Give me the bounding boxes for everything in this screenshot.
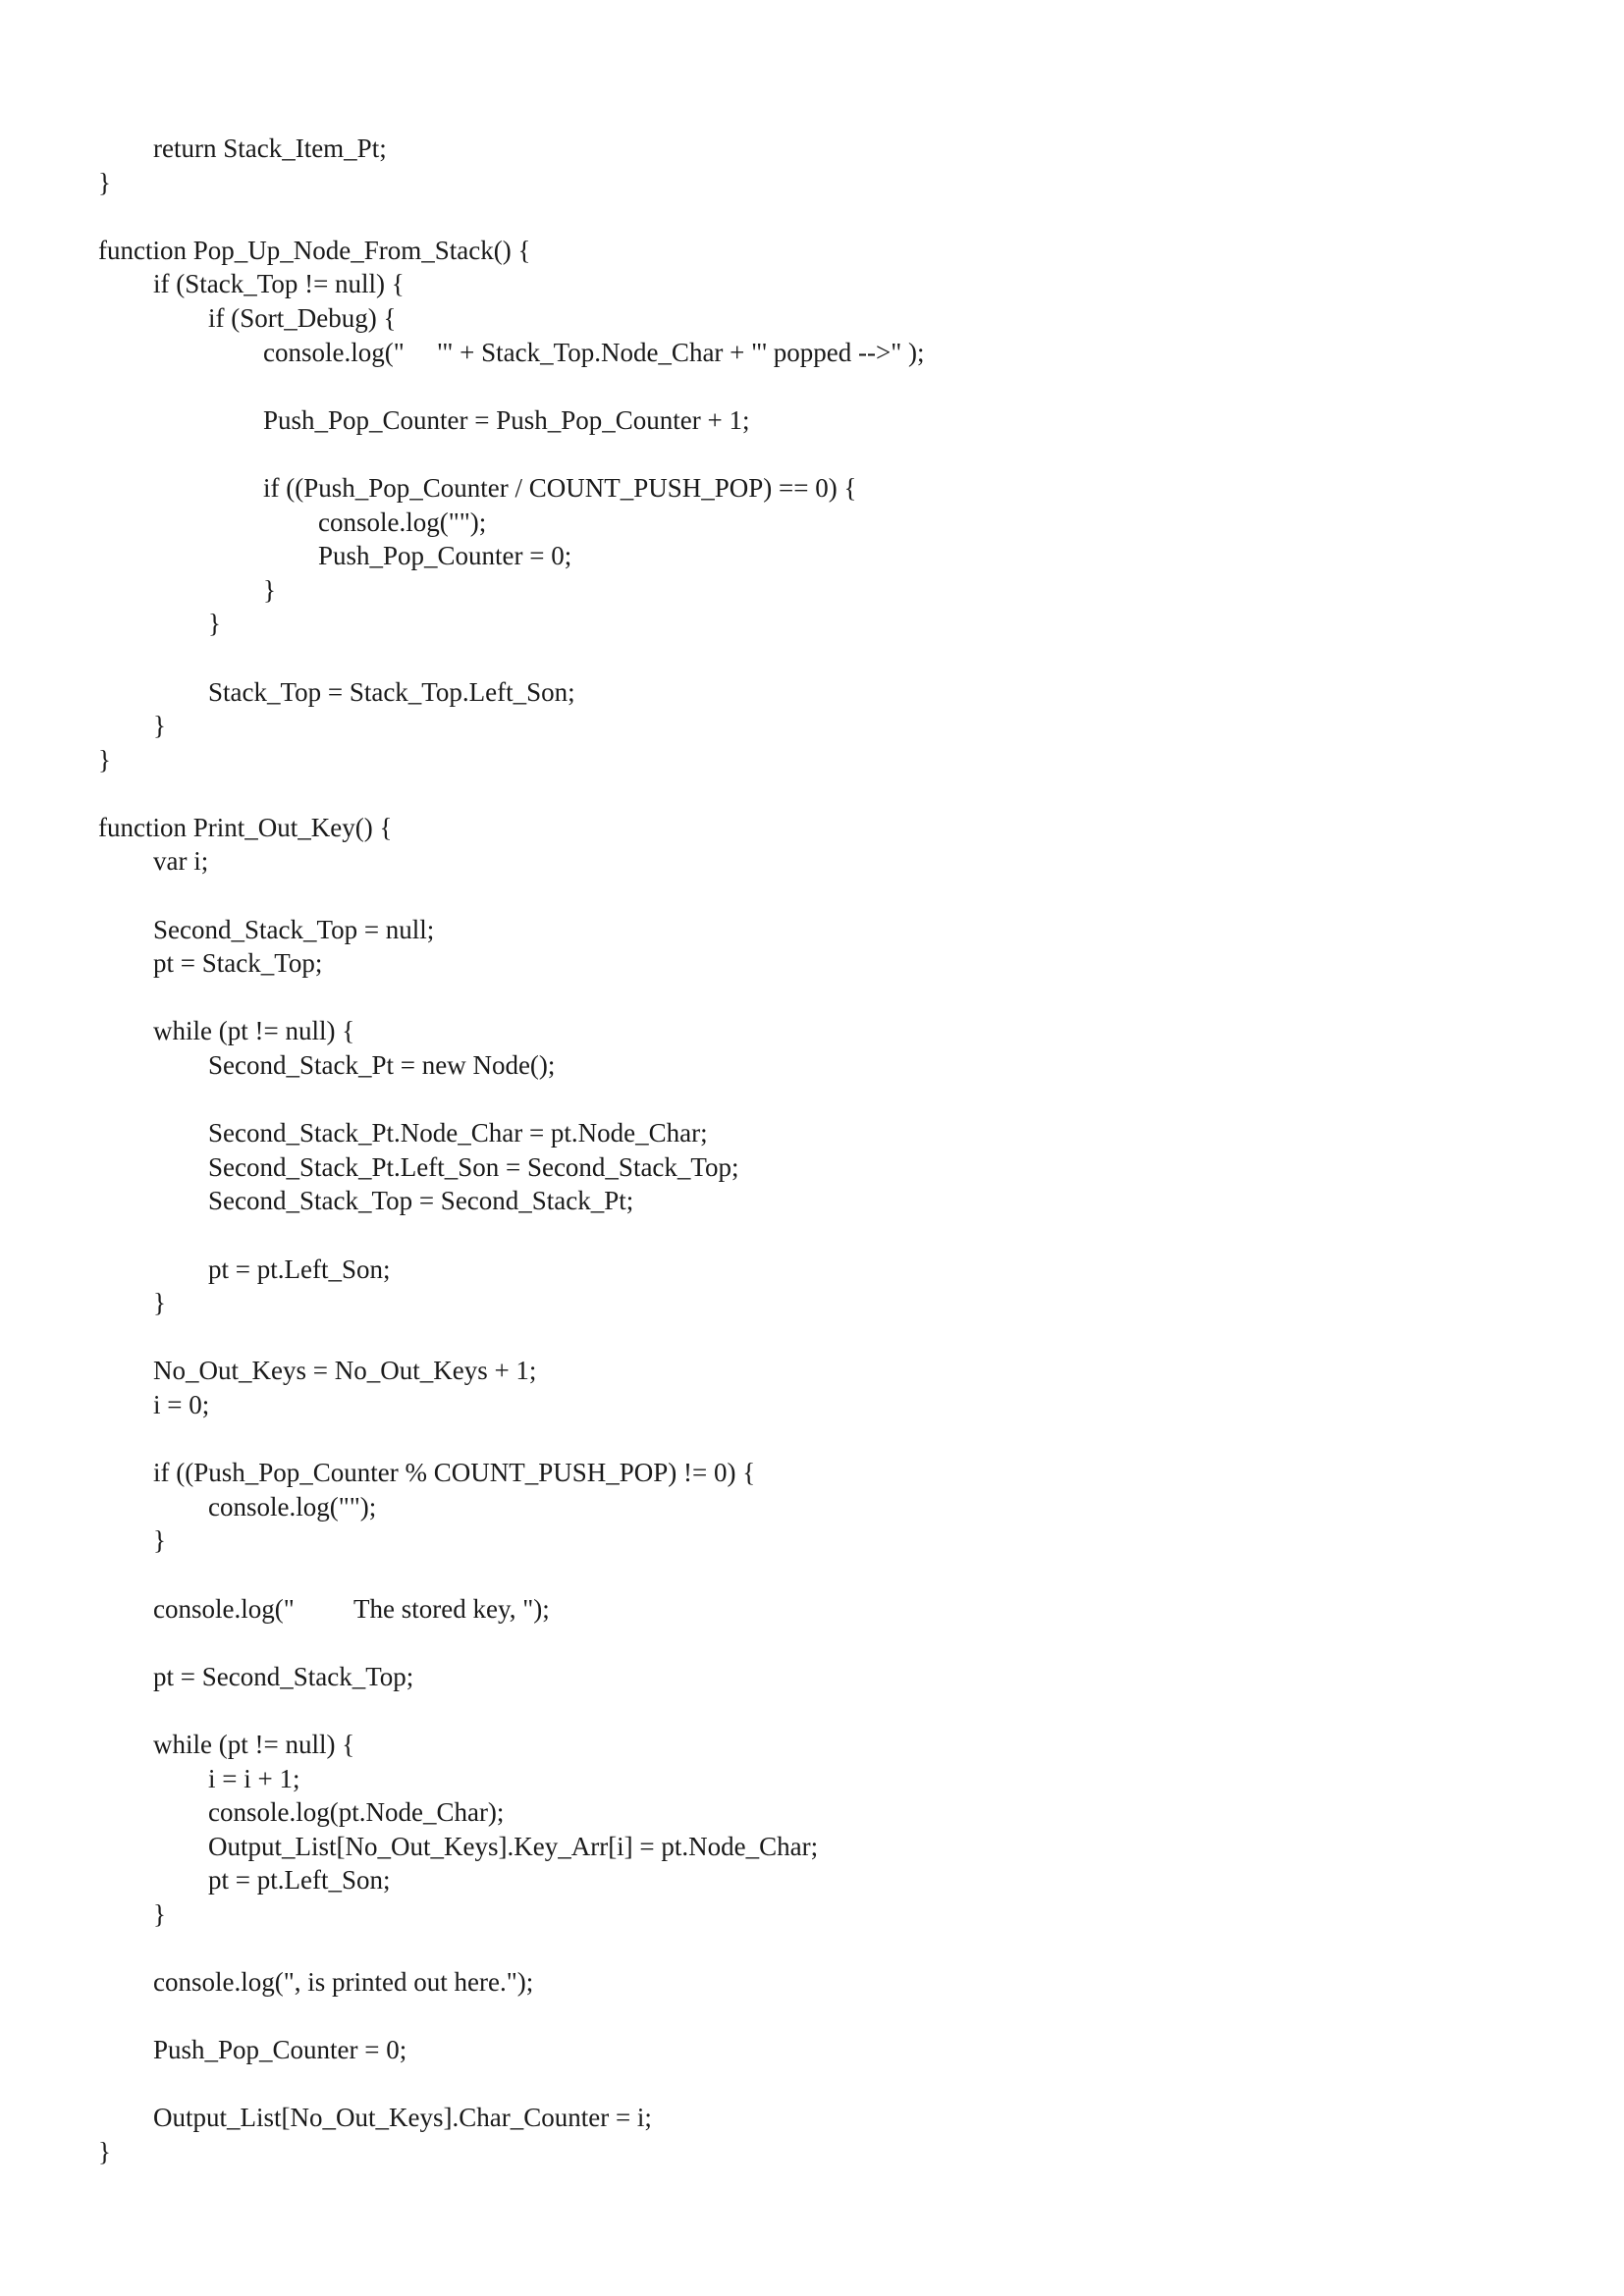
blank-line (98, 879, 924, 913)
code-line: Second_Stack_Top = Second_Stack_Pt; (208, 1186, 634, 1216)
code-line: Second_Stack_Pt.Node_Char = pt.Node_Char; (208, 1118, 708, 1148)
blank-line (98, 1320, 924, 1355)
blank-line (98, 2067, 924, 2102)
code-line: } (98, 167, 111, 197)
blank-line (98, 1558, 924, 1592)
code-line: while (pt != null) { (153, 1729, 355, 1759)
code-line: console.log(" The stored key, "); (153, 1593, 550, 1624)
code-line: pt = pt.Left_Son; (208, 1254, 391, 1284)
blank-line (98, 981, 924, 1015)
code-line: if (Stack_Top != null) { (153, 269, 405, 299)
code-line: } (98, 2137, 111, 2167)
code-line: console.log(""); (208, 1491, 377, 1522)
code-line: Output_List[No_Out_Keys].Char_Counter = i; (153, 2103, 652, 2133)
code-line: while (pt != null) { (153, 1016, 355, 1046)
code-line: } (153, 1898, 166, 1929)
code-line: console.log(pt.Node_Char); (208, 1797, 505, 1828)
code-line: if (Sort_Debug) { (208, 302, 397, 333)
code-line: Second_Stack_Pt.Left_Son = Second_Stack_Top; (208, 1151, 739, 1182)
code-line: Push_Pop_Counter = Push_Pop_Counter + 1; (263, 404, 750, 435)
blank-line (98, 776, 924, 811)
code-line: var i; (153, 846, 209, 877)
code-line: if ((Push_Pop_Counter % COUNT_PUSH_POP) != 0) { (153, 1458, 756, 1488)
blank-line (98, 1931, 924, 1965)
code-line: console.log(""); (318, 507, 487, 537)
code-line: } (208, 609, 221, 639)
blank-line (98, 1218, 924, 1253)
code-line: console.log(", is printed out here."); (153, 1967, 534, 1998)
code-line: } (98, 744, 111, 774)
blank-line (98, 2000, 924, 2034)
blank-line (98, 1626, 924, 1660)
code-line: Push_Pop_Counter = 0; (318, 541, 572, 571)
code-line: } (153, 1288, 166, 1318)
code-line: function Print_Out_Key() { (98, 812, 393, 842)
blank-line (98, 1693, 924, 1728)
code-line: i = 0; (153, 1389, 210, 1419)
code-line: pt = Second_Stack_Top; (153, 1661, 414, 1691)
blank-line (98, 437, 924, 471)
blank-line (98, 199, 924, 234)
code-line: if ((Push_Pop_Counter / COUNT_PUSH_POP) == 0) { (263, 472, 857, 503)
code-listing (98, 132, 924, 2169)
blank-line (98, 1083, 924, 1117)
code-line: } (153, 711, 166, 741)
code-line: console.log(" '" + Stack_Top.Node_Char + "' popped -->" ); (263, 337, 925, 367)
code-line: Stack_Top = Stack_Top.Left_Son; (208, 676, 575, 707)
code-line: Second_Stack_Pt = new Node(); (208, 1050, 556, 1081)
code-line: Output_List[No_Out_Keys].Key_Arr[i] = pt.Node_Char; (208, 1831, 819, 1861)
code-line: i = i + 1; (208, 1763, 300, 1793)
blank-line (98, 1422, 924, 1457)
code-line: function Pop_Up_Node_From_Stack() { (98, 235, 531, 265)
code-line: pt = Stack_Top; (153, 948, 323, 979)
code-line: } (263, 574, 276, 605)
code-line: pt = pt.Left_Son; (208, 1865, 391, 1896)
code-line: } (153, 1525, 166, 1556)
code-line: return Stack_Item_Pt; (153, 133, 387, 163)
code-line: No_Out_Keys = No_Out_Keys + 1; (153, 1356, 537, 1386)
blank-line (98, 369, 924, 403)
blank-line (98, 641, 924, 675)
code-line: Second_Stack_Top = null; (153, 914, 435, 944)
code-line: Push_Pop_Counter = 0; (153, 2035, 407, 2065)
